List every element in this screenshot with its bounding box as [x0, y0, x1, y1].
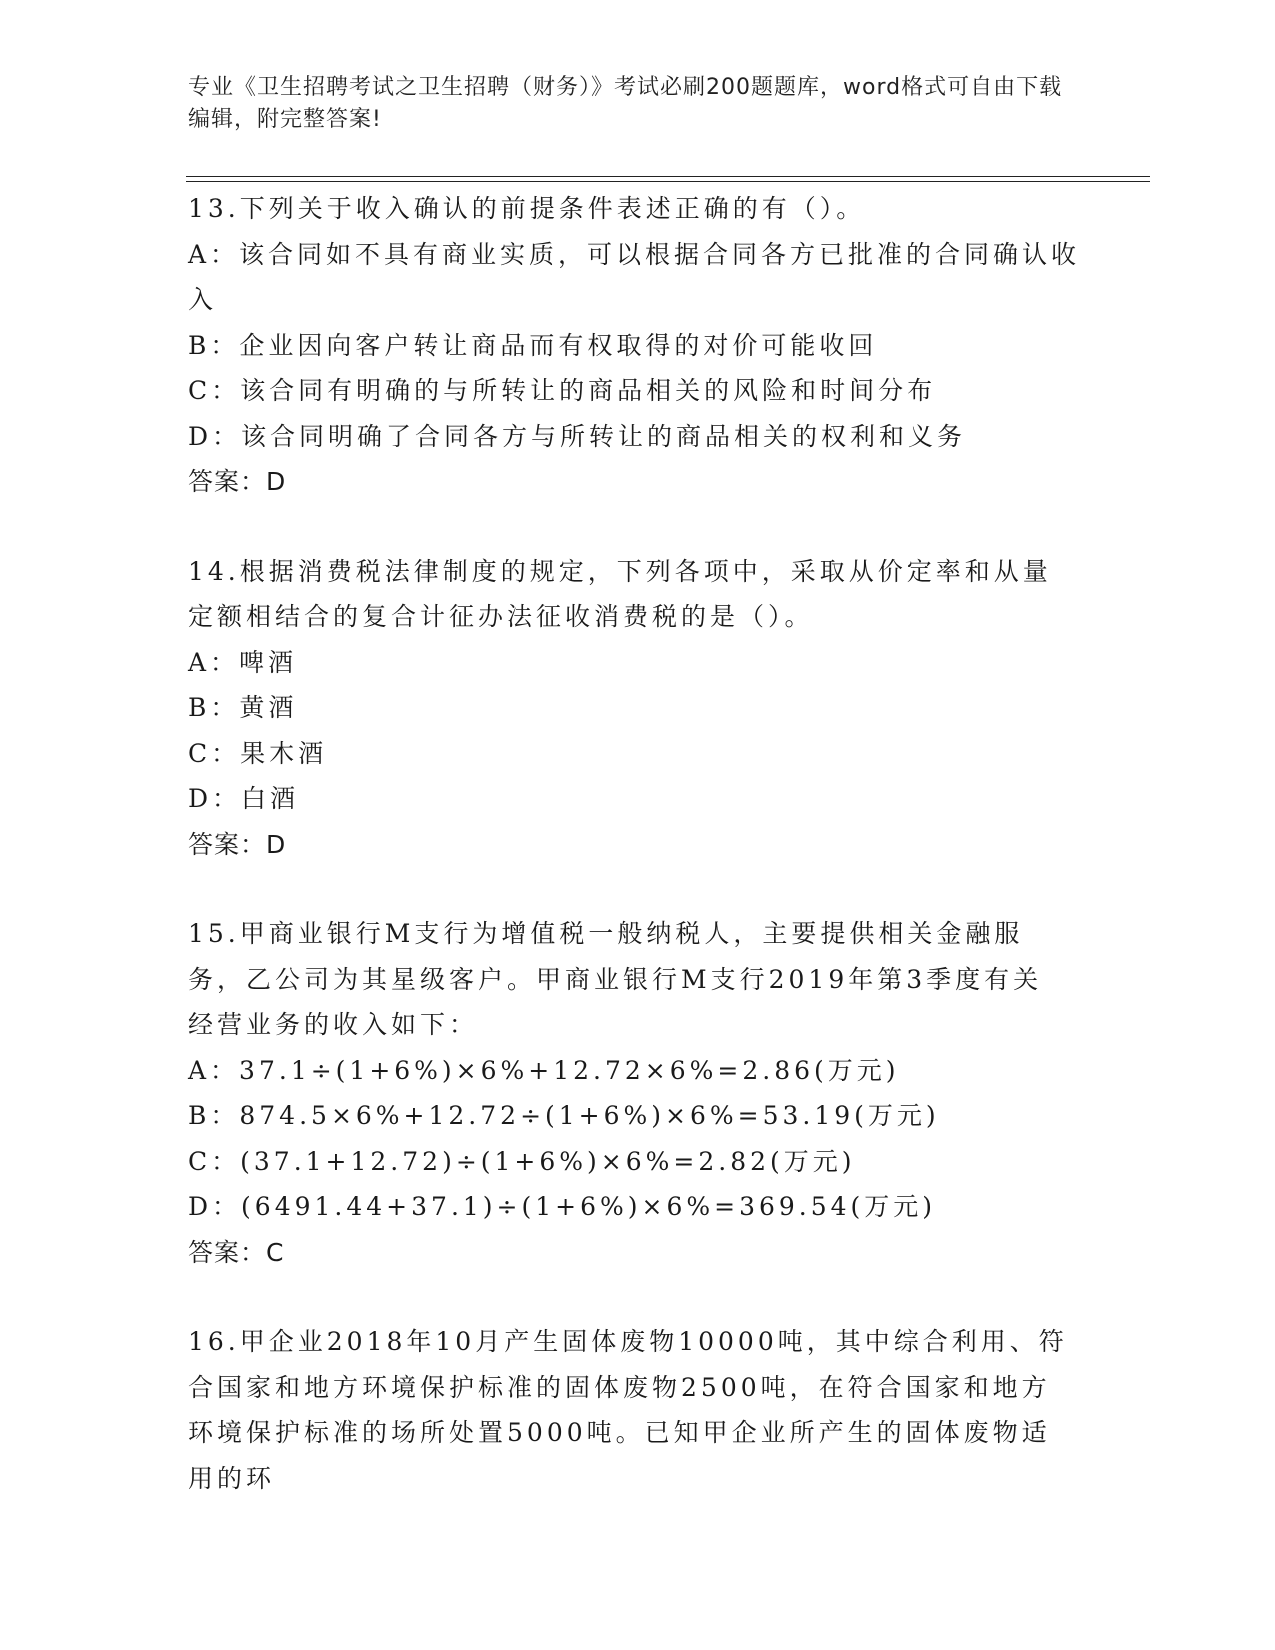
option-d: D：该合同明确了合同各方与所转让的商品相关的权利和义务: [188, 421, 967, 451]
question-stem: 13.下列关于收入确认的前提条件表述正确的有（）。: [188, 194, 866, 223]
option-c: C：该合同有明确的与所转让的商品相关的风险和时间分布: [188, 376, 937, 405]
header-divider-bottom: [186, 181, 1150, 182]
answer-line: 答案：C: [188, 1237, 285, 1267]
question-14: [188, 549, 1088, 868]
question-stem: 15.甲商业银行M支行为增值税一般纳税人，主要提供相关金融服务，乙公司为其星级客户。甲商业银行M支行2019年第3季度有关经营业务的收入如下：: [188, 919, 1043, 1039]
question-13: [188, 186, 1088, 505]
option-b: B：企业因向客户转让商品而有权取得的对价可能收回: [188, 330, 878, 360]
option-b: B：黄酒: [188, 693, 298, 722]
header-divider-top: [186, 176, 1150, 177]
option-c: C：(37.1+12.72)÷(1+6%)×6%=2.82(万元): [188, 1146, 856, 1176]
document-header: 专业《卫生招聘考试之卫生招聘（财务）》考试必刷200题题库，word格式可自由下载编辑，附完整答案!: [188, 75, 1063, 132]
answer-line: 答案：D: [188, 467, 287, 496]
answer-line: 答案：D: [188, 829, 287, 859]
option-d: D：(6491.44+37.1)÷(1+6%)×6%=369.54(万元): [188, 1192, 937, 1221]
option-d: D：白酒: [188, 784, 300, 813]
option-b: B：874.5×6%+12.72÷(1+6%)×6%=53.19(万元): [188, 1101, 940, 1130]
question-stem: 16.甲企业2018年10月产生固体废物10000吨，其中综合利用、符合国家和地方环境保护标准的固体废物2500吨，在符合国家和地方环境保护标准的场所处置5000吨。已知甲企业所产生的固体废物适用的环: [188, 1327, 1068, 1493]
question-15: [188, 911, 1088, 1275]
option-c: C：果木酒: [188, 738, 328, 768]
question-16: [188, 1319, 1088, 1501]
option-a: A：该合同如不具有商业实质，可以根据合同各方已批准的合同确认收入: [188, 239, 1081, 314]
question-stem: 14.根据消费税法律制度的规定，下列各项中，采取从价定率和从量定额相结合的复合计征办法征收消费税的是（）。: [188, 556, 1052, 631]
question-list: [188, 186, 1088, 1501]
option-a: A：37.1÷(1+6%)×6%+12.72×6%=2.86(万元): [188, 1055, 900, 1085]
option-a: A：啤酒: [188, 647, 298, 677]
